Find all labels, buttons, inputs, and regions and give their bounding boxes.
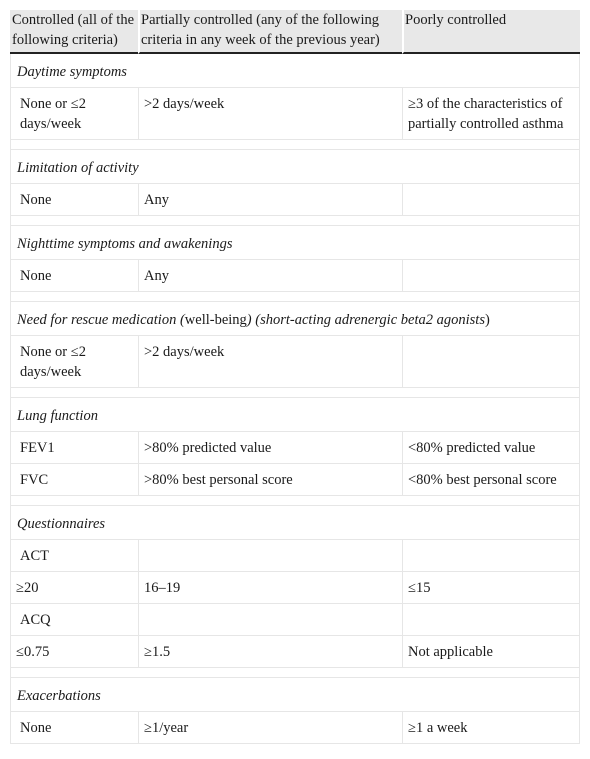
cell-partially-controlled: >80% predicted value	[138, 432, 402, 464]
section-title: Lung function	[10, 398, 580, 432]
title-part: Need for rescue medication (	[17, 312, 185, 328]
cell-poorly-controlled: ≥3 of the characteristics of partially controlled asthma	[402, 88, 580, 140]
cell-poorly-controlled: ≥1 a week	[402, 712, 580, 744]
table-row	[10, 184, 580, 216]
header-row	[10, 10, 580, 54]
table-row	[10, 432, 580, 464]
section-title: Exacerbations	[10, 678, 580, 712]
section-spacer	[10, 668, 580, 678]
section-nighttime-symptoms	[10, 226, 580, 260]
section-spacer	[10, 140, 580, 150]
section-lung-function	[10, 398, 580, 432]
header-poorly-controlled: Poorly controlled	[402, 10, 580, 54]
asthma-control-table	[10, 10, 580, 744]
cell-partially-controlled: ≥1/year	[138, 712, 402, 744]
header-controlled: Controlled (all of the following criteria)	[10, 10, 138, 54]
section-spacer	[10, 216, 580, 226]
section-title	[10, 302, 580, 336]
cell-partially-controlled: >2 days/week	[138, 336, 402, 388]
section-spacer	[10, 388, 580, 398]
section-title: Limitation of activity	[10, 150, 580, 184]
cell-poorly-controlled	[402, 604, 580, 636]
cell-poorly-controlled: ≤15	[402, 572, 580, 604]
title-part: ) (	[246, 312, 261, 328]
cell-controlled: ≤0.75	[10, 636, 138, 668]
cell-poorly-controlled: Not applicable	[402, 636, 580, 668]
table-row	[10, 540, 580, 572]
cell-poorly-controlled	[402, 540, 580, 572]
title-part: short-acting adrenergic beta2 agonists	[260, 312, 485, 328]
table-row	[10, 572, 580, 604]
cell-controlled: ACQ	[10, 604, 138, 636]
cell-controlled: None	[10, 712, 138, 744]
table-row	[10, 88, 580, 140]
section-title: Questionnaires	[10, 506, 580, 540]
cell-controlled: FEV1	[10, 432, 138, 464]
table-row	[10, 604, 580, 636]
cell-partially-controlled	[138, 604, 402, 636]
cell-partially-controlled: Any	[138, 260, 402, 292]
cell-controlled: ACT	[10, 540, 138, 572]
section-daytime-symptoms	[10, 54, 580, 88]
table-row	[10, 336, 580, 388]
table-row	[10, 636, 580, 668]
title-part: )	[484, 312, 490, 328]
cell-partially-controlled: >2 days/week	[138, 88, 402, 140]
cell-poorly-controlled	[402, 184, 580, 216]
section-rescue-medication	[10, 302, 580, 336]
asthma-control-table-container	[10, 10, 580, 744]
table-row	[10, 712, 580, 744]
table-row	[10, 464, 580, 496]
section-questionnaires	[10, 506, 580, 540]
cell-poorly-controlled: <80% best personal score	[402, 464, 580, 496]
cell-partially-controlled: >80% best personal score	[138, 464, 402, 496]
cell-controlled: FVC	[10, 464, 138, 496]
cell-controlled: None	[10, 260, 138, 292]
section-title: Nighttime symptoms and awakenings	[10, 226, 580, 260]
cell-controlled: None or ≤2 days/week	[10, 88, 138, 140]
section-spacer	[10, 496, 580, 506]
section-limitation-of-activity	[10, 150, 580, 184]
header-partially-controlled: Partially controlled (any of the following criteria in any week of the previous year)	[138, 10, 402, 54]
section-title: Daytime symptoms	[10, 54, 580, 88]
cell-partially-controlled	[138, 540, 402, 572]
cell-poorly-controlled	[402, 336, 580, 388]
section-exacerbations	[10, 678, 580, 712]
table-row	[10, 260, 580, 292]
cell-partially-controlled: ≥1.5	[138, 636, 402, 668]
cell-controlled: ≥20	[10, 572, 138, 604]
cell-partially-controlled: 16–19	[138, 572, 402, 604]
title-part: well-being	[184, 312, 247, 328]
cell-controlled: None	[10, 184, 138, 216]
cell-controlled: None or ≤2 days/week	[10, 336, 138, 388]
cell-poorly-controlled: <80% predicted value	[402, 432, 580, 464]
section-spacer	[10, 292, 580, 302]
cell-poorly-controlled	[402, 260, 580, 292]
cell-partially-controlled: Any	[138, 184, 402, 216]
